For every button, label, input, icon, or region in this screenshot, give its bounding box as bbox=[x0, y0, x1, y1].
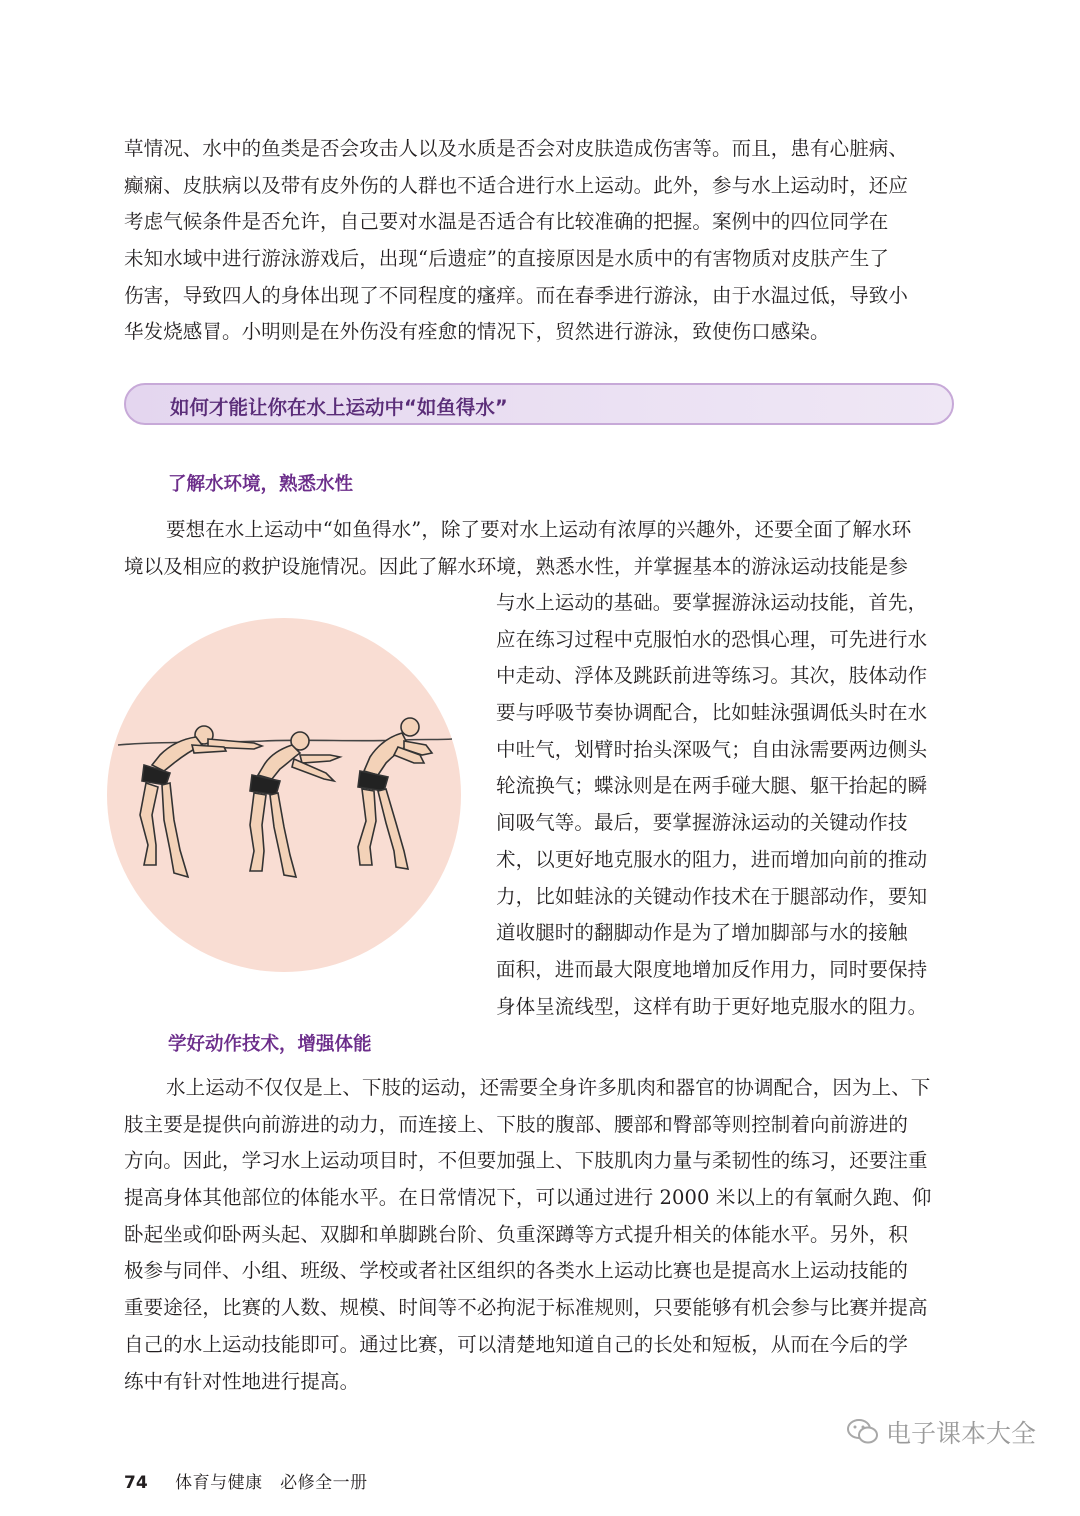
subheading-learn-technique: 学好动作技术，增强体能 bbox=[168, 1034, 372, 1055]
text-line: 极参与同伴、小组、班级、学校或者社区组织的各类水上运动比赛也是提高水上运动技能的 bbox=[124, 1259, 909, 1283]
text-line: 自己的水上运动技能即可。通过比赛，可以清楚地知道自己的长处和短板，从而在今后的学 bbox=[124, 1332, 909, 1356]
text-line: 水上运动不仅仅是上、下肢的运动，还需要全身许多肌肉和器官的协调配合，因为上、下 bbox=[166, 1076, 931, 1099]
section-header bbox=[124, 383, 954, 425]
text-line: 身体呈流线型，这样有助于更好地克服水的阻力。 bbox=[496, 994, 928, 1018]
watermark bbox=[846, 1412, 1056, 1452]
text-line: 考虑气候条件是否允许，自己要对水温是否适合有比较准确的把握。案例中的四位同学在 bbox=[124, 210, 889, 234]
text-line: 要与呼吸节奏协调配合，比如蛙泳强调低头时在水 bbox=[496, 701, 928, 725]
text-line: 应在练习过程中克服怕水的恐惧心理，可先进行水 bbox=[496, 627, 928, 651]
circle-background bbox=[107, 618, 461, 972]
text-line: 中走动、浮体及跳跃前进等练习。其次，肢体动作 bbox=[496, 664, 928, 688]
text-line: 道收腿时的翻脚动作是为了增加脚部与水的接触 bbox=[496, 921, 908, 945]
text-line: 提高身体其他部位的体能水平。在日常情况下，可以通过进行 2000 米以上的有氧耐久跑、仰 bbox=[124, 1186, 932, 1210]
paragraph-2 bbox=[124, 512, 960, 585]
text-line: 境以及相应的救护设施情况。因此了解水环境，熟悉水性，并掌握基本的游泳运动技能是参 bbox=[124, 554, 909, 578]
swimmers-illustration bbox=[104, 615, 464, 975]
text-line: 轮流换气；蝶泳则是在两手碰大腿、躯干抬起的瞬 bbox=[496, 774, 928, 798]
paragraph-1 bbox=[124, 131, 960, 351]
text-line: 华发烧感冒。小明则是在外伤没有痊愈的情况下，贸然进行游泳，致使伤口感染。 bbox=[124, 320, 830, 344]
paragraph-4 bbox=[124, 1070, 960, 1400]
wechat-icon bbox=[846, 1417, 880, 1447]
text-line: 伤害，导致四人的身体出现了不同程度的瘙痒。而在春季进行游泳，由于水温过低，导致小 bbox=[124, 283, 909, 307]
text-line: 要想在水上运动中“如鱼得水”，除了要对水上运动有浓厚的兴趣外，还要全面了解水环 bbox=[166, 518, 912, 541]
text-line: 术，以更好地克服水的阻力，进而增加向前的推动 bbox=[496, 847, 928, 871]
page-footer bbox=[124, 1468, 368, 1493]
watermark-text: 电子课本大全 bbox=[886, 1419, 1037, 1448]
paragraph-3 bbox=[496, 585, 958, 1025]
text-line: 中吐气，划臂时抬头深吸气；自由泳需要两边侧头 bbox=[496, 737, 928, 761]
text-line: 癫痫、皮肤病以及带有皮外伤的人群也不适合进行水上运动。此外，参与水上运动时，还应 bbox=[124, 173, 909, 197]
text-line: 面积，进而最大限度地增加反作用力，同时要保持 bbox=[496, 957, 928, 981]
section-title: 如何才能让你在水上运动中“如鱼得水” bbox=[170, 396, 508, 419]
subheading-understand-water: 了解水环境，熟悉水性 bbox=[168, 474, 354, 495]
swimmers-drawing bbox=[104, 615, 464, 975]
text-line: 方向。因此，学习水上运动项目时，不但要加强上、下肢肌肉力量与柔韧性的练习，还要注重 bbox=[124, 1149, 928, 1173]
page-number: 74 bbox=[124, 1473, 148, 1493]
text-line: 草情况、水中的鱼类是否会攻击人以及水质是否会对皮肤造成伤害等。而且，患有心脏病、 bbox=[124, 137, 909, 160]
book-title: 体育与健康 必修全一册 bbox=[175, 1473, 368, 1493]
text-line: 未知水域中进行游泳游戏后，出现“后遗症”的直接原因是水质中的有害物质对皮肤产生了 bbox=[124, 247, 889, 271]
text-line: 卧起坐或仰卧两头起、双脚和单脚跳台阶、负重深蹲等方式提升相关的体能水平。另外，积 bbox=[124, 1222, 909, 1246]
text-line: 重要途径，比赛的人数、规模、时间等不必拘泥于标准规则，只要能够有机会参与比赛并提高 bbox=[124, 1296, 928, 1320]
text-line: 肢主要是提供向前游进的动力，而连接上、下肢的腹部、腰部和臀部等则控制着向前游进的 bbox=[124, 1112, 909, 1136]
text-line: 与水上运动的基础。要掌握游泳运动技能，首先， bbox=[496, 591, 928, 614]
text-line: 力，比如蛙泳的关键动作技术在于腿部动作，要知 bbox=[496, 884, 928, 908]
text-line: 间吸气等。最后，要掌握游泳运动的关键动作技 bbox=[496, 811, 908, 835]
text-line: 练中有针对性地进行提高。 bbox=[124, 1369, 360, 1393]
